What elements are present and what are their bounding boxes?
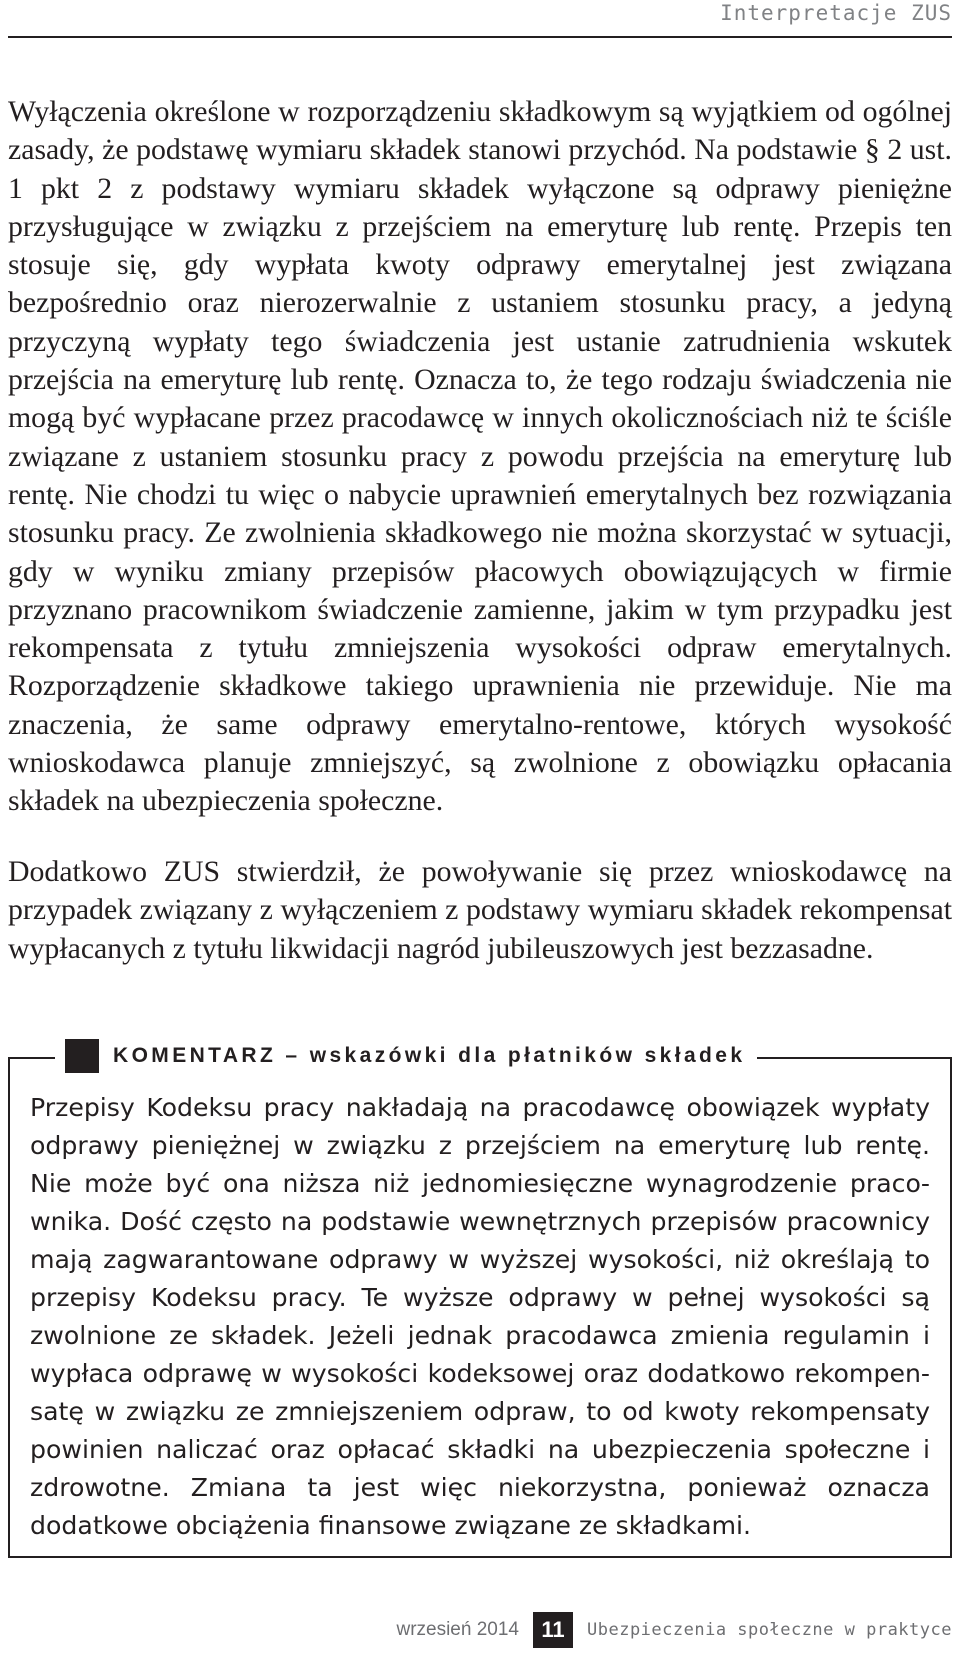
comment-heading-text: KOMENTARZ – wskazówki dla płatników składek [113,1044,746,1067]
publication-title: Ubezpieczenia społeczne w praktyce [587,1620,952,1640]
page-number: 11 [533,1612,573,1648]
running-head: Interpretacje ZUS [720,1,952,25]
page-footer [396,1612,952,1648]
issue-date: wrzesień 2014 [396,1619,519,1640]
square-marker-icon [65,1039,99,1073]
body-paragraph-1: Wyłączenia określone w rozporządzeniu składkowym są wyjątkiem od ogólnej zasady, że podstawę wymiaru składek stanowi przychód. Na podstawie § 2 ust. 1 pkt 2 z podstawy wymiaru składek wyłączone są odprawy pieniężne przysługujące w związku z przejściem na emeryturę lub rentę. Przepis ten stosuje się, gdy wypłata kwoty odprawy emerytalnej jest związana bezpośrednio oraz nierozerwalnie z ustaniem stosunku pracy, a jedyną przyczyną wypłaty tego świadczenia jest ustanie zatrudnienia wskutek przejścia na emeryturę lub rentę. Oznacza to, że tego rodzaju świadczenia nie mogą być wypłacane przez pracodawcę w innych okolicznościach niż te ściśle związane z ustaniem stosunku pracy z powodu przejścia na emeryturę lub rentę. Nie chodzi tu więc o nabycie uprawnień emerytalnych bez rozwiązania stosunku pracy. Ze zwolnienia składkowego nie można skorzystać w sytuacji, gdy w wyniku zmiany przepisów płacowych obowiązujących w firmie przyznano pracownikom świadczenie zamienne, jakim w tym przypadku jest rekompensata z tytułu zmniejszenia wysokości odpraw emerytalnych. Rozporządzenie składkowe takiego uprawnienia nie przewiduje. Nie ma znaczenia, że same odprawy emerytalno-rentowe, których wysokość wnioskodawca planuje zmniejszyć, są zwolnione z obowiązku opłacania składek na ubezpieczenia społeczne. [8,95,952,818]
comment-text: Przepisy Kodeksu pracy nakładają na pracodawcę obowiązek wypłaty odprawy pieniężnej w związku z przejściem na emeryturę lub rentę. Nie może być ona niższa niż jednomiesięczne wynagrodzenie pracownika. Dość często na podstawie wewnętrznych przepisów pracownicy mają zagwarantowane odprawy w wyższej wysokości, niż określają to przepisy Kodeksu pracy. Te wyższe odprawy w pełnej wysokości są zwolnione ze składek. Jeżeli jednak pracodawca zmienia regulamin i wypłaca odprawę w wysokości kodeksowej oraz dodatkowo rekompensatę w związku ze zmniejszeniem odpraw, to od kwoty rekompensaty powinien naliczać oraz opłacać składki na ubezpieczenia społeczne i zdrowotne. Zmiana ta jest więc niekorzystna, ponieważ oznacza dodatkowe obciążenia finansowe związane ze składkami. [30,1093,930,1540]
body-paragraph-2: Dodatkowo ZUS stwierdził, że powoływanie się przez wnioskodawcę na przypadek związany z wyłączeniem z podstawy wymiaru składek rekompensat wypłacanych z tytułu likwidacji nagród jubileuszowych jest bezzasadne. [8,855,952,965]
comment-heading [55,1038,757,1074]
header-divider [8,36,952,38]
